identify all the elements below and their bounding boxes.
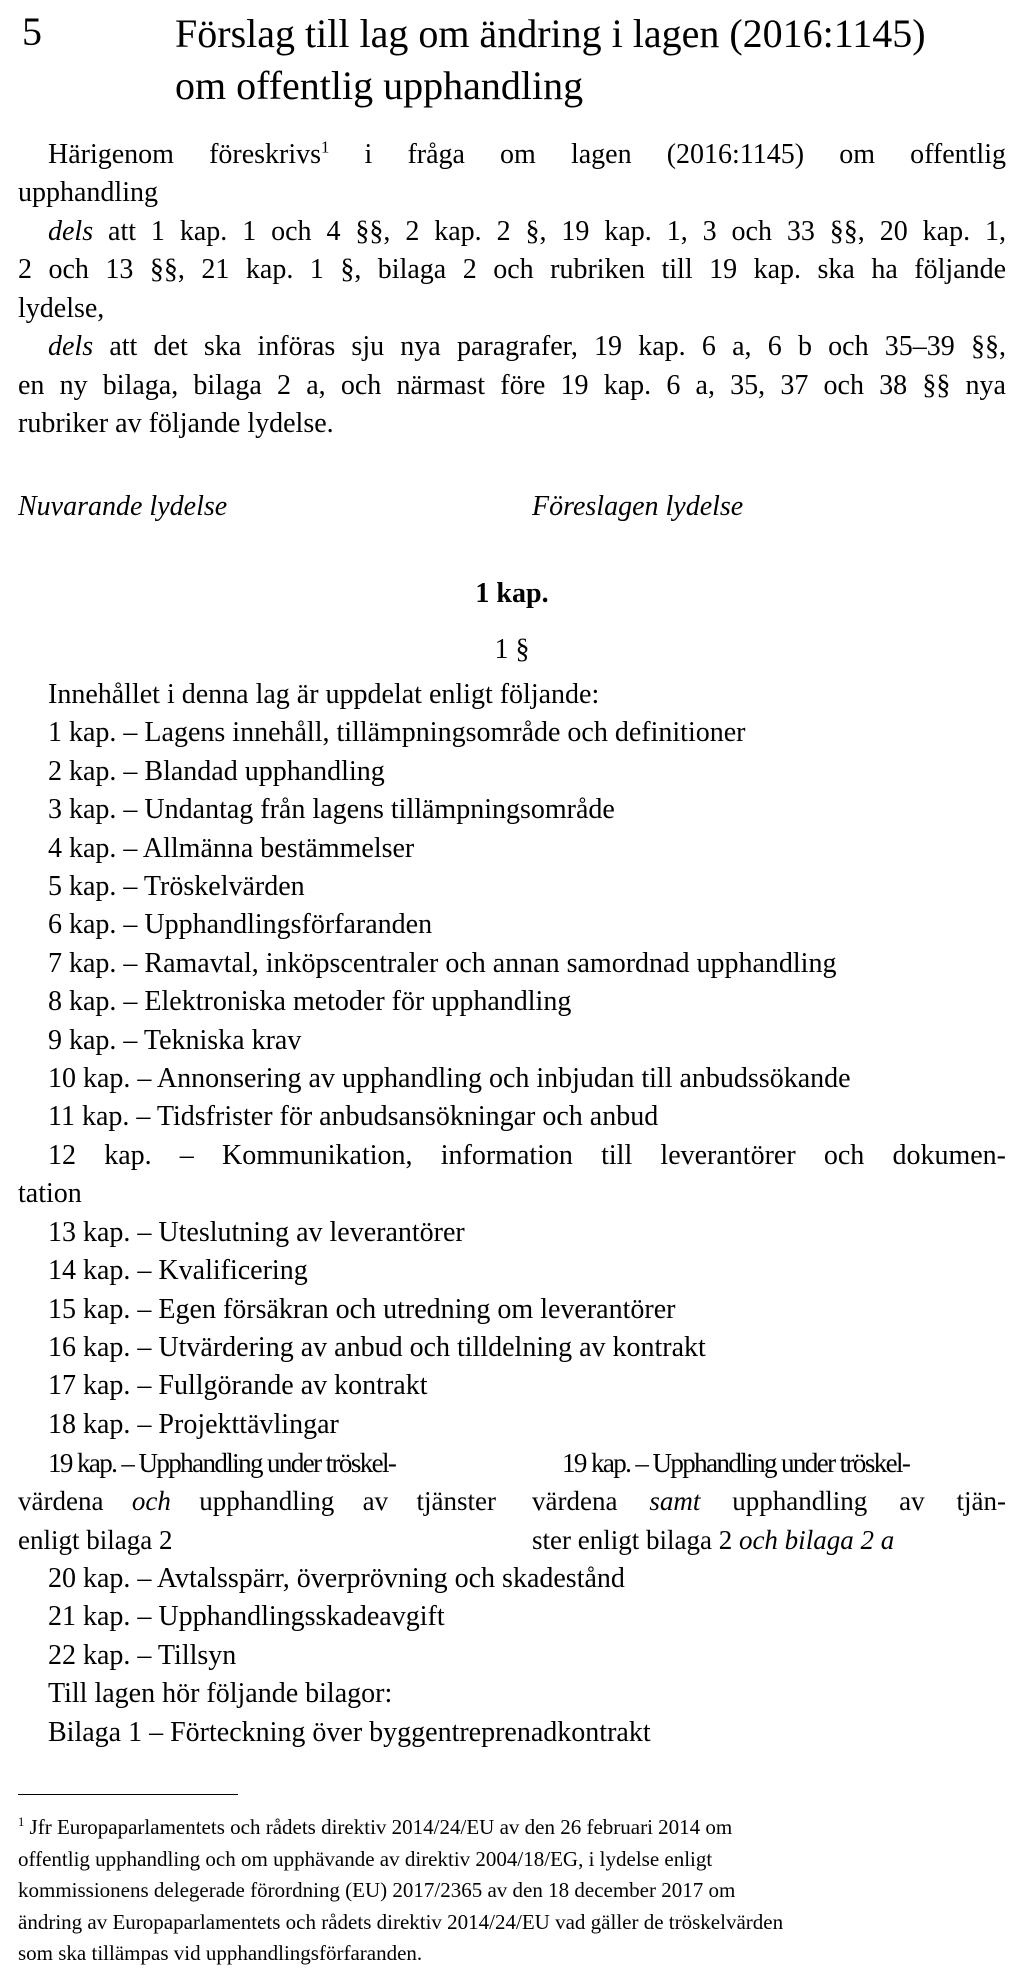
- list-item: Till lagen hör följande bilagor:: [48, 1678, 393, 1710]
- list-item: 21 kap. – Upphandlingsskadeavgift: [48, 1601, 445, 1633]
- list-item: Innehållet i denna lag är uppdelat enligt följande:: [48, 679, 600, 710]
- footnote-line: offentlig upphandling och om upphävande av direktiv 2004/18/EG, i lydelse enligt: [18, 1846, 713, 1871]
- list-item: 20 kap. – Avtalsspärr, överprövning och skadestånd: [48, 1563, 625, 1594]
- list-item: 11 kap. – Tidsfrister för anbudsansökningar och anbud: [48, 1101, 659, 1133]
- list-item: 4 kap. – Allmänna bestämmelser: [48, 832, 415, 864]
- intro-line-1: Härigenom föreskrivs$^1$ i fråga om lagen (2016:1145) om offentlig: [48, 137, 1006, 170]
- chapter-list: [18, 676, 1006, 1444]
- column-heading-current: Nuvarande lydelse: [18, 491, 228, 522]
- chapter-list-continued: [48, 1560, 651, 1752]
- paragraph-heading: 1 §: [494, 634, 530, 665]
- list-item: 7 kap. – Ramavtal, inköpscentraler och annan samordnad upphandling: [48, 947, 837, 979]
- footnote-line: $^1$ Jfr Europaparlamentets och rådets direktiv 2014/24/EU av den 26 februari 2014 om: [18, 1815, 733, 1839]
- list-item: 5 kap. – Tröskelvärden: [48, 871, 305, 903]
- list-item: 18 kap. – Projekttävlingar: [48, 1408, 339, 1440]
- dels-clause-1-cont: 2 och 13 §§, 21 kap. 1 §, bilaga 2 och rubriken till 19 kap. ska ha följande: [18, 254, 1006, 285]
- dels-clause-2-end: rubriker av följande lydelse.: [18, 408, 334, 439]
- dels-clause-2-cont: en ny bilaga, bilaga 2 a, och närmast före 19 kap. 6 a, 35, 37 och 38 §§ nya: [18, 370, 1006, 401]
- dels-clause-1: dels att 1 kap. 1 och 4 §§, 2 kap. 2 §, 19 kap. 1, 3 och 33 §§, 20 kap. 1,: [48, 216, 1006, 247]
- list-item: 9 kap. – Tekniska krav: [48, 1024, 302, 1056]
- list-item: 10 kap. – Annonsering av upphandling och inbjudan till anbudssökande: [48, 1063, 851, 1095]
- footnote-ref[interactable]: 1: [321, 137, 330, 157]
- list-item: tation: [18, 1178, 82, 1210]
- section-title-line: om offentlig upphandling: [175, 63, 584, 108]
- ch19-current-text-cont: värdena och upphandling av tjänster enligt bilaga 2: [18, 1486, 496, 1555]
- ch19-proposed-text: 19 kap. – Upphandling under tröskel-: [562, 1448, 910, 1478]
- section-title: [175, 8, 926, 112]
- list-item: 6 kap. – Upphandlingsförfaranden: [48, 909, 433, 941]
- list-item: 3 kap. – Undantag från lagens tillämpningsområde: [48, 794, 615, 826]
- ch19-proposed-text-cont: värdena samt upphandling av tjän- ster enligt bilaga 2 och bilaga 2 a: [532, 1486, 1006, 1555]
- ch19-current-text: 19 kap. – Upphandling under tröskel-: [48, 1448, 396, 1478]
- footnote-number: 1: [18, 1815, 25, 1829]
- footnote-line: ändring av Europaparlamentets och rådets direktiv 2014/24/EU vad gäller de tröskelvärden: [18, 1909, 784, 1934]
- list-item: 16 kap. – Utvärdering av anbud och tilldelning av kontrakt: [48, 1331, 706, 1363]
- list-item: 2 kap. – Blandad upphandling: [48, 755, 385, 787]
- section-number: 5: [22, 9, 42, 54]
- list-item: 8 kap. – Elektroniska metoder för upphandling: [48, 986, 572, 1018]
- footnote: [18, 1812, 783, 1970]
- list-item: 12 kap. – Kommunikation, information till leverantörer och dokumen-: [48, 1139, 1006, 1171]
- list-item: 1 kap. – Lagens innehåll, tillämpningsområde och definitioner: [48, 717, 746, 749]
- dels-clause-2: dels att det ska införas sju nya paragrafer, 19 kap. 6 a, 6 b och 35–39 §§,: [48, 331, 1006, 362]
- chapter-heading: 1 kap.: [475, 578, 549, 609]
- intro-line-2: upphandling: [18, 177, 158, 208]
- list-item: 15 kap. – Egen försäkran och utredning om leverantörer: [48, 1293, 676, 1325]
- list-item: 22 kap. – Tillsyn: [48, 1639, 237, 1671]
- column-heading-proposed: Föreslagen lydelse: [532, 491, 744, 522]
- footnote-line: som ska tillämpas vid upphandlingsförfaranden.: [18, 1941, 423, 1965]
- footnote-line: kommissionens delegerade förordning (EU) 2017/2365 av den 18 december 2017 om: [18, 1878, 736, 1902]
- section-title-line: Förslag till lag om ändring i lagen (2016:1145): [175, 11, 926, 56]
- list-item: 17 kap. – Fullgörande av kontrakt: [48, 1370, 428, 1402]
- list-item: 14 kap. – Kvalificering: [48, 1255, 308, 1287]
- footnote-divider: [18, 1794, 238, 1795]
- dels-clause-1-end: lydelse,: [18, 293, 105, 324]
- list-item: Bilaga 1 – Förteckning över byggentreprenadkontrakt: [48, 1716, 651, 1748]
- list-item: 13 kap. – Uteslutning av leverantörer: [48, 1216, 465, 1248]
